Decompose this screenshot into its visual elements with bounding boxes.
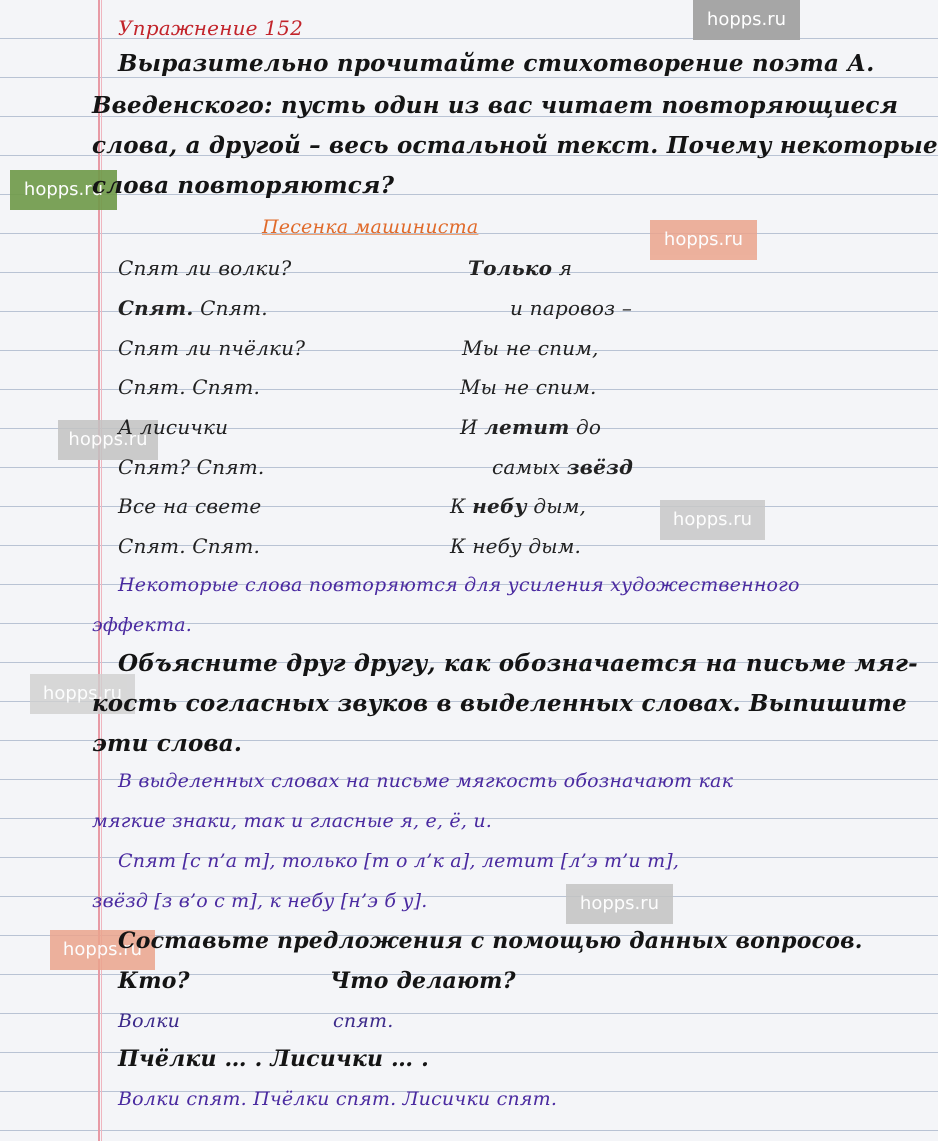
poem-left-line: Спят? Спят.: [118, 455, 265, 479]
watermark-gray-left: hopps.ru: [58, 420, 158, 460]
answer1-line-1: Некоторые слова повторяются для усиления художественного: [118, 574, 800, 596]
watermark-gray-mid-left: hopps.ru: [30, 674, 135, 714]
poem-left-line: А лисички: [118, 415, 229, 439]
question-what: Что делают?: [330, 968, 516, 994]
poem-left-line: Все на свете: [118, 494, 262, 518]
final-answer: Волки спят. Пчёлки спят. Лисички спят.: [118, 1088, 558, 1110]
poem-right-line: И летит до: [460, 415, 602, 439]
poem-right-line: Мы не спим,: [462, 336, 599, 360]
poem-left-line: Спят. Спят.: [118, 534, 261, 558]
task2-line-3: эти слова.: [92, 730, 243, 757]
watermark-salmon-bottom: hopps.ru: [50, 930, 155, 970]
poem-left-line: Спят. Спят.: [118, 296, 268, 320]
poem-right-line: самых звёзд: [492, 455, 634, 479]
answer-what: спят.: [333, 1010, 394, 1032]
answer2-line-2: мягкие знаки, так и гласные я, е, ё, и.: [92, 810, 492, 832]
poem-title: Песенка машиниста: [262, 216, 479, 238]
answer2-line-1: В выделенных словах на письме мягкость обозначают как: [118, 770, 734, 792]
task2-line-1: Объясните друг другу, как обозначается на письме мяг-: [118, 650, 918, 677]
task1-line-3: слова, а другой – весь остальной текст. Почему некоторые: [92, 132, 938, 159]
poem-left-line: Спят. Спят.: [118, 375, 261, 399]
watermark-salmon: hopps.ru: [650, 220, 757, 260]
task1-line-1: Выразительно прочитайте стихотворение поэта А.: [118, 50, 875, 77]
question-who: Кто?: [118, 968, 190, 994]
poem-right-line: К небу дым.: [450, 534, 582, 558]
poem-right-line: К небу дым,: [450, 494, 587, 518]
answer-who: Волки: [118, 1010, 181, 1032]
watermark-gray-right: hopps.ru: [660, 500, 765, 540]
exercise-title: Упражнение 152: [118, 16, 304, 40]
transcription-line-2: звёзд [з в’о с т], к небу [н’э б у].: [92, 890, 428, 912]
poem-right-line: Только я: [468, 256, 573, 280]
poem-left-line: Спят ли пчёлки?: [118, 336, 306, 360]
transcription-line-1: Спят [с п’а т], только [т о л’к а], летит [л’э т’и т],: [118, 850, 680, 872]
task1-line-2: Введенского: пусть один из вас читает повторяющиеся: [92, 92, 899, 119]
watermark-green: hopps.ru: [10, 170, 117, 210]
blank-prompt-line: Пчёлки … . Лисички … .: [118, 1046, 429, 1072]
poem-right-line: и паровоз –: [510, 296, 633, 320]
task2-line-2: кость согласных звуков в выделенных словах. Выпишите: [92, 690, 907, 717]
answer1-line-2: эффекта.: [92, 614, 192, 636]
poem-left-line: Спят ли волки?: [118, 256, 292, 280]
task1-line-4: слова повторяются?: [92, 172, 395, 199]
poem-right-line: Мы не спим.: [460, 375, 597, 399]
watermark-gray-mid-right: hopps.ru: [566, 884, 673, 924]
watermark-top-right: hopps.ru: [693, 0, 800, 40]
task3-line: Составьте предложения с помощью данных вопросов.: [118, 928, 863, 954]
